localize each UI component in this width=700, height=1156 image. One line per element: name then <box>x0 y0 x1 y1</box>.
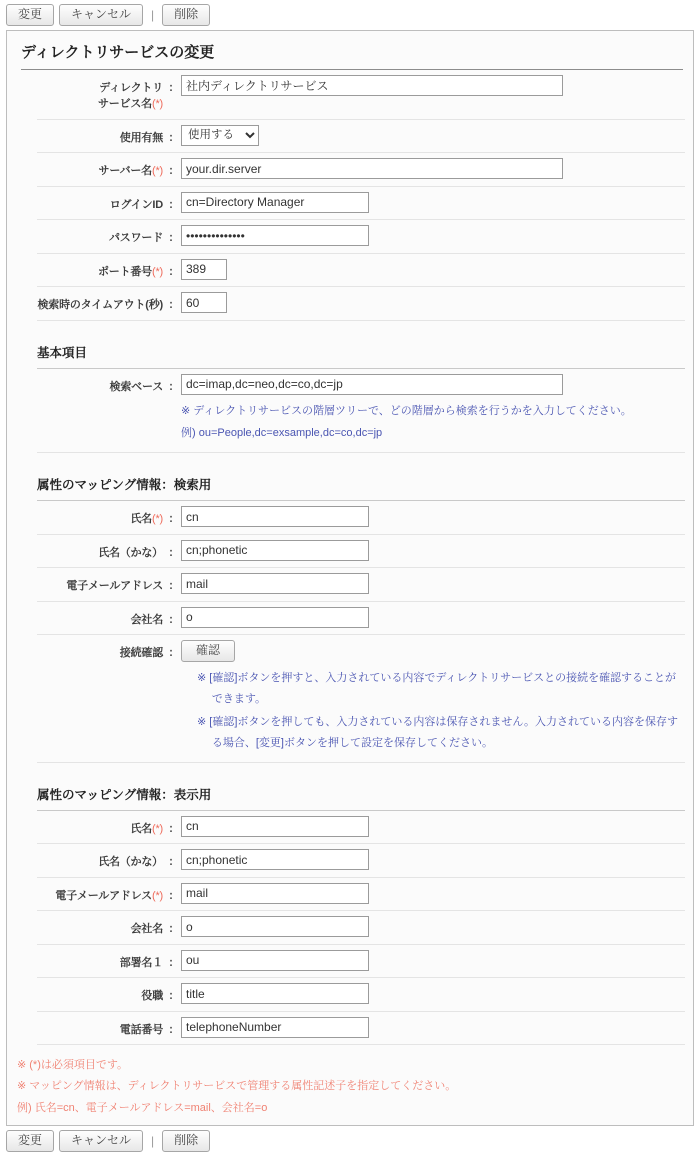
field-value <box>179 192 685 213</box>
form-row-display-name-kana <box>37 844 685 878</box>
cancel-button[interactable]: キャンセル <box>59 1130 143 1152</box>
field-label: 役職 <box>141 990 163 1003</box>
search-email-input[interactable] <box>181 573 369 594</box>
form-row-group <box>37 501 685 762</box>
search-name-input[interactable] <box>181 506 369 527</box>
form-row-group <box>37 811 685 1046</box>
cancel-button[interactable]: キャンセル <box>59 4 143 26</box>
top-toolbar <box>0 0 700 30</box>
field-value <box>179 540 685 561</box>
search-company-input[interactable] <box>181 607 369 628</box>
hint-note: 例) ou=People,dc=exsample,dc=co,dc=jp <box>181 427 383 440</box>
field-value <box>179 506 685 527</box>
field-label: 部署名１ <box>119 956 163 969</box>
label-colon: : <box>169 263 173 278</box>
label-colon: : <box>169 887 173 902</box>
form-row-server-name <box>37 153 685 187</box>
field-value <box>179 374 685 447</box>
toolbar-separator: | <box>151 1134 155 1149</box>
required-marker: (*) <box>151 98 163 111</box>
display-company-input[interactable] <box>181 916 369 937</box>
password-input[interactable] <box>181 225 369 246</box>
hint-note: ※ [確認]ボタンを押しても、入力されている内容は保存されません。入力されている内容を保存する場合、[変更]ボタンを押して設定を保存してください。 <box>197 715 679 749</box>
field-value <box>179 573 685 594</box>
toolbar-separator: | <box>151 7 155 22</box>
form-row-display-job-title <box>37 978 685 1012</box>
label-colon: : <box>169 544 173 559</box>
label-colon: : <box>169 163 173 178</box>
display-department1-input[interactable] <box>181 950 369 971</box>
label-colon: : <box>169 854 173 869</box>
form-row-group <box>37 70 685 321</box>
field-label: 電子メールアドレス(*) <box>55 889 163 902</box>
field-label: 会社名 <box>130 613 163 626</box>
field-label: 会社名 <box>130 923 163 936</box>
form-row-display-department1 <box>37 945 685 979</box>
required-marker: (*) <box>151 889 163 902</box>
field-label: 検索ベース <box>109 380 163 393</box>
form-row-login-id <box>37 187 685 221</box>
form-row-usage <box>37 120 685 154</box>
form-row-connection-check <box>37 635 685 762</box>
field-label: パスワード <box>109 232 163 245</box>
label-colon: : <box>169 954 173 969</box>
label-colon: : <box>169 611 173 626</box>
field-label: 使用有無 <box>119 131 163 144</box>
label-colon: : <box>169 230 173 245</box>
label-colon: : <box>169 988 173 1003</box>
label-colon: : <box>169 196 173 211</box>
section-header: 属性のマッピング情報：検索用 <box>37 473 685 501</box>
field-value <box>179 849 685 870</box>
section-header: 基本項目 <box>37 341 685 369</box>
form-row-display-phone-number <box>37 1012 685 1046</box>
field-value <box>179 158 685 179</box>
section-header: 属性のマッピング情報：表示用 <box>37 783 685 811</box>
hint-note: ※ ディレクトリサービスの階層ツリーで、どの階層から検索を行うかを入力してください。 <box>181 404 632 417</box>
label-colon: : <box>169 578 173 593</box>
form-row-password <box>37 220 685 254</box>
field-value <box>179 259 685 280</box>
server-name-input[interactable] <box>181 158 563 179</box>
field-value <box>179 916 685 937</box>
form-row-search-company <box>37 602 685 636</box>
label-colon: : <box>169 1021 173 1036</box>
field-label: サーバー名(*) <box>98 165 163 178</box>
field-value <box>179 983 685 1004</box>
form-row-port-number <box>37 254 685 288</box>
search-name-kana-input[interactable] <box>181 540 369 561</box>
field-value <box>179 607 685 628</box>
display-phone-number-input[interactable] <box>181 1017 369 1038</box>
bottom-toolbar <box>0 1126 700 1156</box>
search-base-input[interactable] <box>181 374 563 395</box>
connection-check-button[interactable]: 確認 <box>181 640 235 662</box>
field-value <box>179 292 685 313</box>
field-value <box>179 1017 685 1038</box>
port-number-input[interactable] <box>181 259 227 280</box>
required-marker: (*) <box>151 513 163 526</box>
label-colon: : <box>169 511 173 526</box>
delete-button[interactable]: 削除 <box>162 4 210 26</box>
label-colon: : <box>169 79 173 94</box>
form-row-group <box>37 369 685 454</box>
label-colon: : <box>169 378 173 393</box>
display-email-input[interactable] <box>181 883 369 904</box>
field-label: 氏名（かな） <box>98 546 163 559</box>
label-colon: : <box>169 820 173 835</box>
display-name-input[interactable] <box>181 816 369 837</box>
field-value <box>179 640 685 755</box>
label-colon: : <box>169 129 173 144</box>
label-colon: : <box>169 645 173 660</box>
field-label: 電話番号 <box>119 1023 163 1036</box>
footer-note-mapping: ※ マッピング情報は、ディレクトリサービスで管理する属性記述子を指定してください。 <box>17 1080 457 1093</box>
display-job-title-input[interactable] <box>181 983 369 1004</box>
field-label: 検索時のタイムアウト(秒) <box>37 299 163 312</box>
hint-note: ※ [確認]ボタンを押すと、入力されている内容でディレクトリサービスとの接続を確認することができます。 <box>197 671 677 705</box>
required-marker: (*) <box>151 265 163 278</box>
form-row-search-base <box>37 369 685 454</box>
field-notes <box>197 668 685 754</box>
field-value <box>179 125 685 146</box>
field-value <box>179 883 685 904</box>
field-value <box>179 950 685 971</box>
field-value <box>179 225 685 246</box>
form-panel <box>6 30 694 1127</box>
field-value <box>179 75 685 96</box>
form-row-search-name <box>37 501 685 535</box>
display-name-kana-input[interactable] <box>181 849 369 870</box>
required-marker: (*) <box>151 822 163 835</box>
field-label: 接続確認 <box>119 647 163 660</box>
form-row-display-email <box>37 878 685 912</box>
change-button[interactable]: 変更 <box>6 4 54 26</box>
field-label: 電子メールアドレス <box>66 580 163 593</box>
form-row-display-company <box>37 911 685 945</box>
form-row-search-email <box>37 568 685 602</box>
delete-button[interactable]: 削除 <box>162 1130 210 1152</box>
search-timeout-input[interactable] <box>181 292 227 313</box>
required-marker: (*) <box>151 165 163 178</box>
usage-select[interactable] <box>181 125 259 146</box>
field-label: 氏名(*) <box>130 822 163 835</box>
field-notes <box>181 401 685 445</box>
field-label: ログインID <box>109 198 163 211</box>
form-row-search-timeout <box>37 287 685 321</box>
label-colon: : <box>169 921 173 936</box>
directory-service-name-input[interactable] <box>181 75 563 96</box>
label-colon: : <box>169 297 173 312</box>
footer-note-example: 例) 氏名=cn、電子メールアドレス=mail、会社名=o <box>17 1101 268 1114</box>
login-id-input[interactable] <box>181 192 369 213</box>
field-value <box>179 816 685 837</box>
form-row-display-name <box>37 811 685 845</box>
footer-notes <box>17 1055 683 1119</box>
page-title: ディレクトリサービスの変更 <box>21 41 683 70</box>
field-label: ポート番号(*) <box>97 265 163 278</box>
field-label: 氏名(*) <box>130 513 163 526</box>
field-label: ディレクトリ サービス名(*) <box>97 81 163 111</box>
footer-note-required: ※ (*)は必須項目です。 <box>17 1059 128 1072</box>
change-button[interactable]: 変更 <box>6 1130 54 1152</box>
form-row-directory-service-name <box>37 70 685 120</box>
form-row-search-name-kana <box>37 535 685 569</box>
field-label: 氏名（かな） <box>98 856 163 869</box>
form-area <box>7 70 693 1045</box>
